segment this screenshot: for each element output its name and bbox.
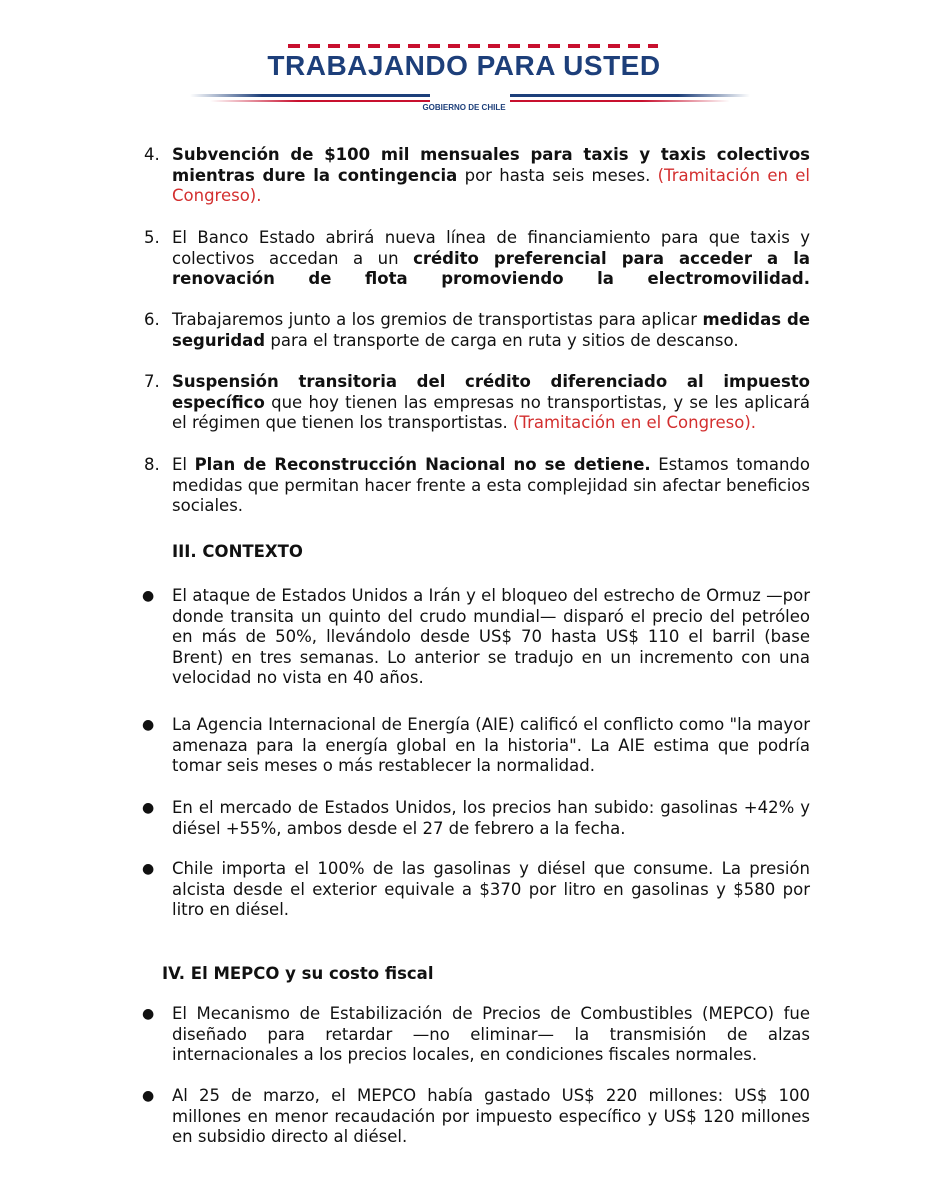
header-red-line-right (510, 100, 730, 102)
bullet-item (142, 1004, 810, 1066)
bullet-item (142, 859, 810, 921)
bullet-text: El ataque de Estados Unidos a Irán y el bloqueo del estrecho de Ormuz —por donde transita un quinto del crudo mundial— disparó el precio del petróleo en más de 50%, llevándolo desde US$ 70 hasta US$ 110 el barril (base Brent) en tres semanas. Lo anterior se tradujo en un incremento con una velocidad no vista en 40 años. (172, 586, 810, 687)
item-bold-text: Suspensión transitoria del crédito diferenciado al impuesto específico (172, 372, 810, 412)
bullet-text: El Mecanismo de Estabilización de Precios de Combustibles (MEPCO) fue diseñado para retardar —no eliminar— la transmisión de alzas internacionales a los precios locales, en condiciones fiscales normales. (172, 1004, 810, 1064)
bullet-icon: ● (142, 1088, 155, 1104)
bullet-text: En el mercado de Estados Unidos, los precios han subido: gasolinas +42% y diésel +55%, ambos desde el 27 de febrero a la fecha. (172, 798, 810, 838)
item-text: por hasta seis meses. (457, 165, 658, 185)
list-number: 7. (144, 372, 160, 391)
bullet-text: La Agencia Internacional de Energía (AIE) calificó el conflicto como "la mayor amenaza para la energía global en la historia". La AIE estima que podría tomar seis meses o más restablecer la normalidad. (172, 715, 810, 775)
item-bold-text: Subvención de $100 mil mensuales para taxis y taxis colectivos mientras dure la contingencia (172, 145, 810, 185)
bullet-text: Al 25 de marzo, el MEPCO había gastado US$ 220 millones: US$ 100 millones en menor recaudación por impuesto específico y US$ 120 millones en subsidio directo al diésel. (172, 1086, 810, 1146)
header-red-line-left (210, 100, 430, 102)
list-number: 6. (144, 310, 160, 329)
item-bold-text: crédito preferencial para acceder a la renovación de flota promoviendo la electromovilidad. (172, 248, 810, 288)
section-heading-mepco: IV. El MEPCO y su costo fiscal (162, 964, 434, 983)
section-heading-contexto: III. CONTEXTO (172, 542, 303, 561)
bullet-icon: ● (142, 1006, 155, 1022)
header-title: TRABAJANDO PARA USTED (267, 50, 661, 81)
header-subtitle: GOBIERNO DE CHILE (422, 103, 506, 112)
item-note-red: (Tramitación en el Congreso). (513, 413, 757, 432)
list-number: 5. (144, 228, 160, 247)
bullet-icon: ● (142, 861, 155, 877)
item-text: Estamos tomando medidas que permitan hacer frente a esta complejidad sin afectar beneficios sociales. (172, 455, 810, 515)
header-line-right (510, 94, 750, 97)
item-text: Trabajaremos junto a los gremios de transportistas para aplicar (172, 310, 703, 329)
bullet-item (142, 715, 810, 777)
list-item-6 (144, 310, 810, 351)
item-text: El Banco Estado abrirá nueva línea de financiamiento para que taxis y colectivos accedan a un (172, 228, 810, 268)
bullet-item (142, 1086, 810, 1148)
bullet-item (142, 586, 810, 689)
document-header (0, 0, 928, 120)
header-dashes (288, 44, 658, 48)
bullet-text: Chile importa el 100% de las gasolinas y diésel que consume. La presión alcista desde el exterior equivale a $370 por litro en gasolinas y $580 por litro en diésel. (172, 859, 810, 919)
list-item-7 (144, 372, 810, 434)
list-number: 4. (144, 145, 160, 164)
list-item-8 (144, 455, 810, 517)
list-item-4 (144, 145, 810, 207)
item-bold-text: Plan de Reconstrucción Nacional no se detiene. (194, 455, 651, 474)
item-text: que hoy tienen las empresas no transportistas, y se les aplicará el régimen que tienen los transportistas. (172, 392, 810, 432)
item-bold-text: medidas de seguridad (172, 310, 810, 350)
item-text: para el transporte de carga en ruta y sitios de descanso. (265, 330, 739, 350)
bullet-item (142, 798, 810, 839)
bullet-icon: ● (142, 588, 155, 604)
item-note-red: (Tramitación en el Congreso). (172, 165, 810, 205)
bullet-icon: ● (142, 717, 155, 733)
list-item-5 (144, 228, 810, 290)
item-text: El (172, 455, 195, 474)
bullet-icon: ● (142, 800, 155, 816)
header-line-left (190, 94, 430, 97)
list-number: 8. (144, 455, 160, 474)
